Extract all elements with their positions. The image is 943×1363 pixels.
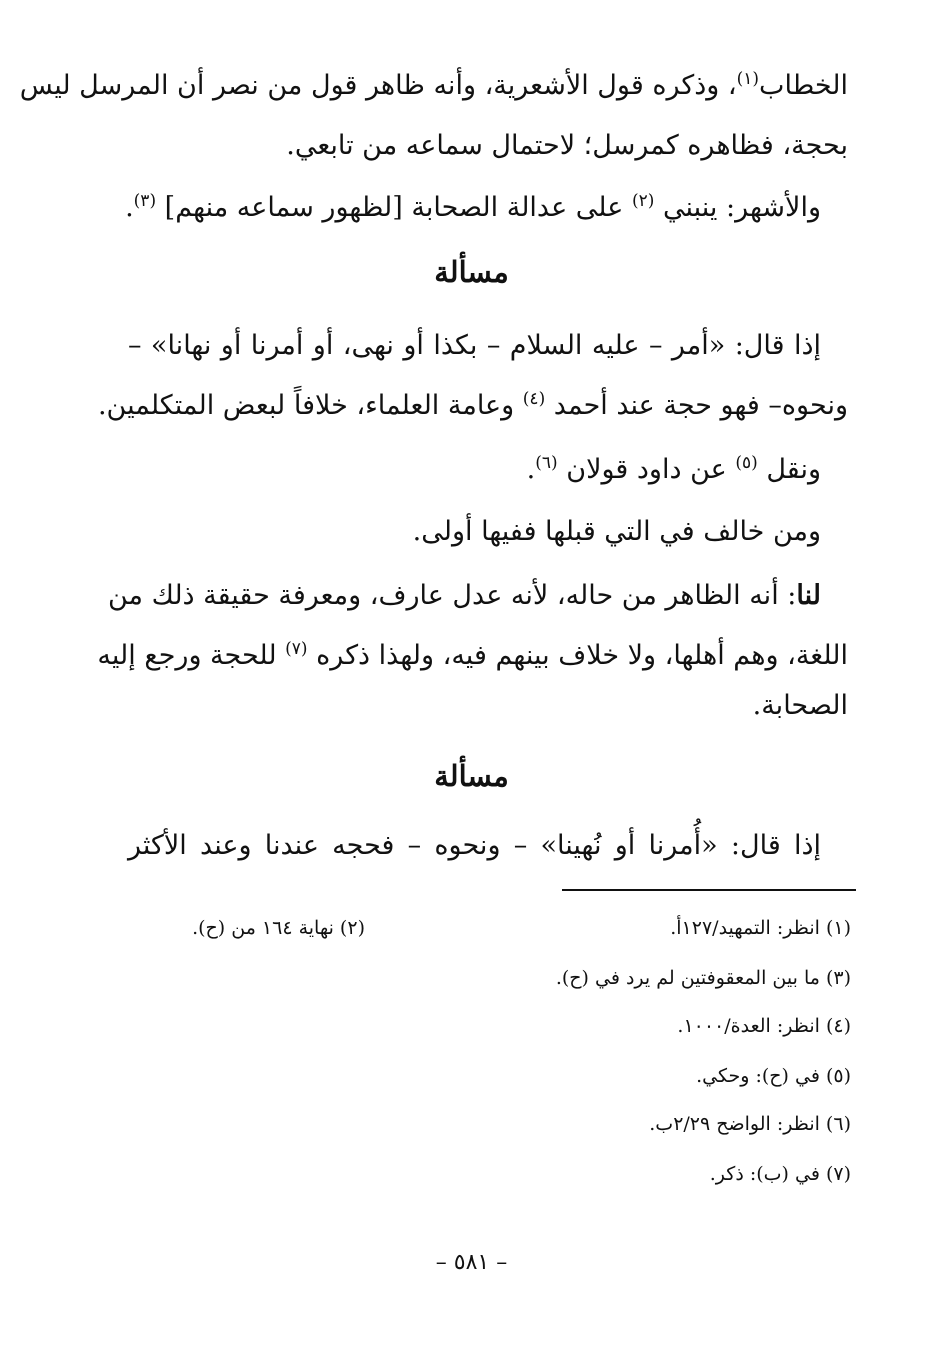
body-line (286, 126, 848, 166)
text-run: إذا قال: «أمر – عليه السلام – بكذا أو نهى، أو أمرنا أو نهانا» – (128, 330, 821, 361)
footnote: (٦) انظر: الواضح ٢/٢٩ب. (649, 1113, 851, 1135)
footnote: (٤) انظر: العدة/١٠٠٠. (677, 1015, 851, 1037)
text-run: الخطاب (759, 70, 848, 101)
footnote: (١) انظر: التمهيد/١٢٧أ. (670, 917, 851, 939)
body-line (128, 326, 821, 366)
footnote-marker: (٧) (285, 639, 308, 659)
text-run: بحجة، فظاهره كمرسل؛ لاحتمال سماعه من تابعي. (286, 130, 848, 161)
page-number: – ٥٨١ – (435, 1250, 508, 1275)
body-line (107, 576, 821, 616)
text-run: اللغة، وهم أهلها، ولا خلاف بينهم فيه، ولهذا ذكره (307, 640, 848, 671)
footnote: (٧) في (ب): ذكر. (709, 1163, 851, 1185)
footnote-separator (562, 889, 856, 891)
section-heading: مسألة (434, 759, 509, 793)
body-line (527, 450, 821, 490)
argument-lead: لنا (796, 580, 821, 611)
text-run: ونقل (757, 454, 821, 485)
footnote: (٣) ما بين المعقوفتين لم يرد في (ح). (555, 967, 851, 989)
text-run: ، وذكره قول الأشعرية، وأنه ظاهر قول من نصر أن المرسل ليس (19, 70, 737, 101)
text-run: ونحوه– فهو حجة عند أحمد (545, 390, 848, 421)
text-run: والأشهر: ينبني (654, 192, 821, 223)
body-line (125, 188, 821, 228)
text-run: وعامة العلماء، خلافاً لبعض المتكلمين. (97, 390, 523, 421)
footnote-marker: (٦) (535, 453, 558, 473)
text-run: على عدالة الصحابة [لظهور سماعه منهم] (156, 192, 632, 223)
text-run: الصحابة. (752, 690, 848, 721)
body-line (98, 386, 848, 426)
footnote-marker: (٤) (522, 389, 546, 409)
section-heading: مسألة (434, 255, 509, 289)
body-line (413, 512, 821, 552)
body-line (97, 636, 848, 676)
text-run: ومن خالف في التي قبلها ففيها أولى. (412, 516, 821, 547)
text-run: . (526, 454, 536, 485)
footnote-marker: (٢) (631, 191, 655, 211)
body-line (753, 686, 848, 726)
footnote: (٢) نهاية ١٦٤ من (ح). (192, 917, 365, 939)
body-line (19, 66, 848, 106)
text-run: عن داود قولان (557, 454, 736, 485)
text-run: للحجة ورجع إليه (97, 640, 286, 671)
footnote: (٥) في (ح): وحكي. (696, 1065, 851, 1087)
text-run: إذا قال: «أُمرنا أو نُهينا» – ونحوه – فحجه عندنا وعند الأكثر (128, 830, 821, 861)
footnote-marker: (٥) (735, 453, 758, 473)
text-run: : أنه الظاهر من حاله، لأنه عدل عارف، ومعرفة حقيقة ذلك من (107, 580, 797, 611)
footnote-marker: (٣) (133, 191, 157, 211)
body-line (128, 826, 821, 866)
footnote-marker: (١) (736, 69, 760, 89)
text-run: . (125, 192, 134, 223)
